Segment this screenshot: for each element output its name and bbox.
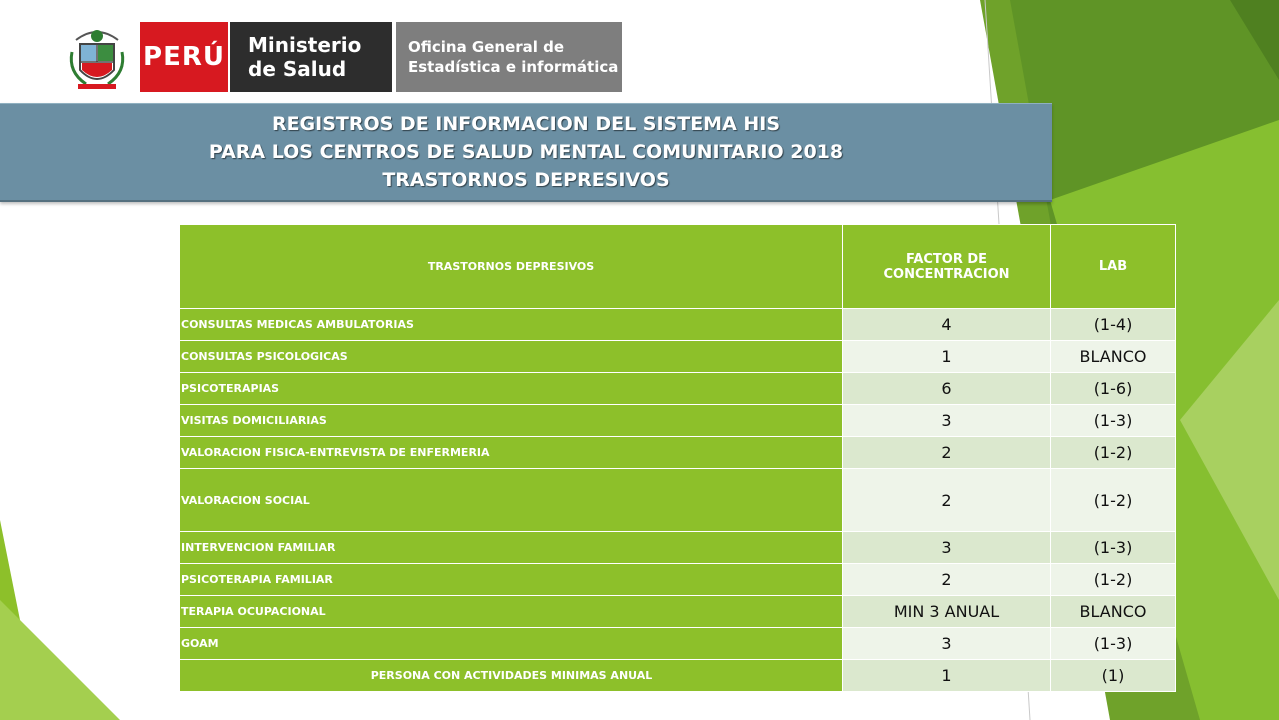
row-factor: 2 (843, 437, 1051, 469)
row-label: VALORACION FISICA-ENTREVISTA DE ENFERMERIA (180, 437, 843, 469)
header-logo-bar (66, 22, 622, 92)
banner-title-line-3: TRASTORNOS DEPRESIVOS (382, 169, 670, 191)
peru-logo (140, 22, 228, 92)
table-row (180, 437, 1176, 469)
row-label: TERAPIA OCUPACIONAL (180, 596, 843, 628)
row-lab: (1-2) (1051, 437, 1176, 469)
table-row (180, 469, 1176, 532)
header-lab: LAB (1051, 225, 1176, 309)
table-row (180, 628, 1176, 660)
row-label: VALORACION SOCIAL (180, 469, 843, 532)
row-factor: 3 (843, 405, 1051, 437)
row-lab: (1-2) (1051, 469, 1176, 532)
row-factor: 4 (843, 309, 1051, 341)
row-label: PSICOTERAPIA FAMILIAR (180, 564, 843, 596)
row-lab: (1-4) (1051, 309, 1176, 341)
header-trastornos: TRASTORNOS DEPRESIVOS (180, 225, 843, 309)
title-banner (0, 103, 1052, 202)
coat-of-arms-icon (66, 22, 128, 92)
row-lab: BLANCO (1051, 341, 1176, 373)
oficina-logo (396, 22, 622, 92)
row-lab: (1-2) (1051, 564, 1176, 596)
table-row (180, 373, 1176, 405)
row-label: VISITAS DOMICILIARIAS (180, 405, 843, 437)
row-lab: (1-3) (1051, 532, 1176, 564)
row-factor: 3 (843, 628, 1051, 660)
table-row (180, 532, 1176, 564)
row-factor: MIN 3 ANUAL (843, 596, 1051, 628)
table-row (180, 341, 1176, 373)
row-lab: BLANCO (1051, 596, 1176, 628)
row-factor: 2 (843, 469, 1051, 532)
peru-label: PERÚ (143, 42, 225, 72)
row-factor: 6 (843, 373, 1051, 405)
row-label: INTERVENCION FAMILIAR (180, 532, 843, 564)
table-row (180, 309, 1176, 341)
ministerio-logo (230, 22, 392, 92)
table-header-row (180, 225, 1176, 309)
banner-title-line-2: PARA LOS CENTROS DE SALUD MENTAL COMUNITARIO 2018 (208, 141, 844, 163)
row-lab: (1-6) (1051, 373, 1176, 405)
row-label: CONSULTAS MEDICAS AMBULATORIAS (180, 309, 843, 341)
row-label: PSICOTERAPIAS (180, 373, 843, 405)
table-row (180, 405, 1176, 437)
oficina-line-1: Oficina General de (408, 38, 565, 56)
concentration-table (179, 224, 1176, 692)
table-row (180, 596, 1176, 628)
row-label: PERSONA CON ACTIVIDADES MINIMAS ANUAL (180, 660, 843, 692)
banner-title-line-1: REGISTROS DE INFORMACION DEL SISTEMA HIS (271, 113, 781, 135)
row-lab: (1) (1051, 660, 1176, 692)
header-factor: FACTOR DE CONCENTRACION (843, 225, 1051, 309)
ministerio-line-1: Ministerio (248, 33, 362, 57)
ministerio-line-2: de Salud (248, 57, 347, 81)
row-factor: 1 (843, 341, 1051, 373)
oficina-line-2: Estadística e informática (408, 58, 619, 76)
row-factor: 1 (843, 660, 1051, 692)
row-factor: 2 (843, 564, 1051, 596)
table-row (180, 564, 1176, 596)
row-factor: 3 (843, 532, 1051, 564)
row-lab: (1-3) (1051, 628, 1176, 660)
row-label: CONSULTAS PSICOLOGICAS (180, 341, 843, 373)
row-label: GOAM (180, 628, 843, 660)
table-row (180, 660, 1176, 692)
row-lab: (1-3) (1051, 405, 1176, 437)
